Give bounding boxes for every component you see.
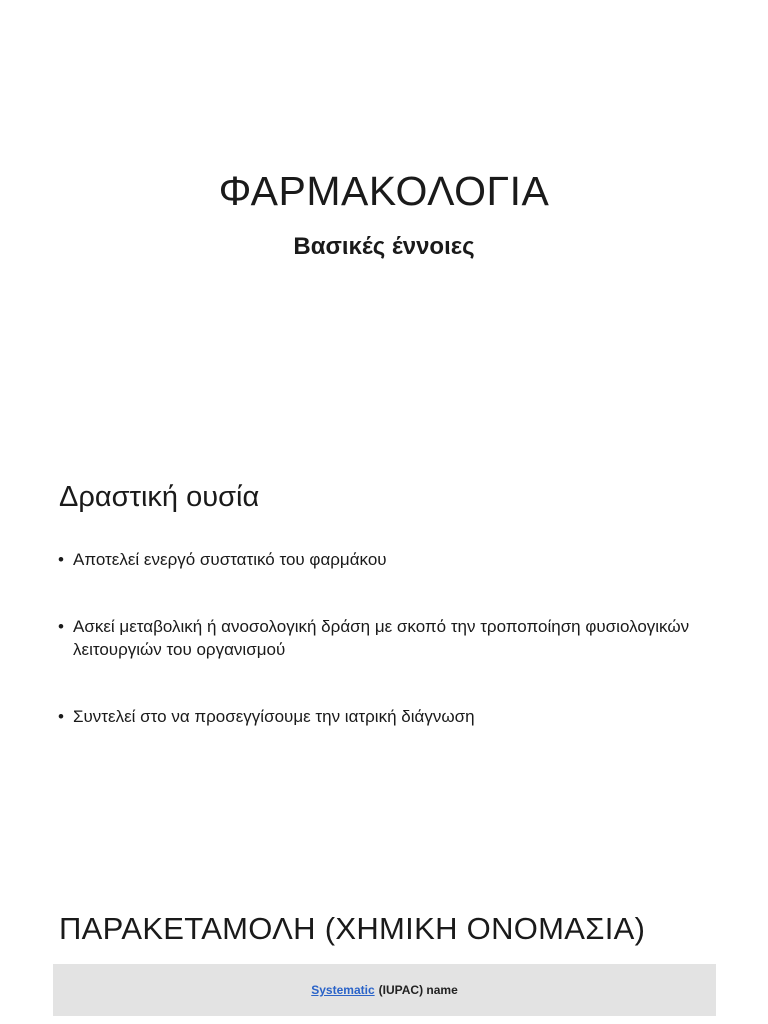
bullet-icon: • (58, 707, 64, 726)
list-item (58, 548, 738, 571)
iupac-name-label: (IUPAC) name (378, 983, 458, 997)
list-item (58, 615, 738, 661)
iupac-name-header (53, 964, 716, 1016)
bullet-text: Αποτελεί ενεργό συστατικό του φαρμάκου (73, 550, 387, 569)
bullet-text: Ασκεί μεταβολική ή ανοσολογική δράση με σκοπό την τροποποίηση φυσιολογικών λειτουργιών του οργανισμού (73, 617, 690, 659)
page-title: ΦΑΡΜΑΚΟΛΟΓΙΑ (218, 168, 550, 214)
bullet-list (58, 548, 738, 728)
bullet-text: Συντελεί στο να προσεγγίσουμε την ιατρική διάγνωση (73, 707, 475, 726)
list-item (58, 705, 738, 728)
bullet-icon: • (58, 617, 64, 636)
section-heading-active-substance: Δραστική ουσία (59, 481, 260, 513)
bullet-icon: • (58, 550, 64, 569)
section-heading-paracetamol: ΠΑΡΑΚΕΤΑΜΟΛΗ (ΧΗΜΙΚΗ ΟΝΟΜΑΣΙΑ) (59, 911, 646, 946)
page-subtitle: Βασικές έννοιες (293, 233, 475, 260)
systematic-link[interactable]: Systematic (311, 983, 375, 997)
